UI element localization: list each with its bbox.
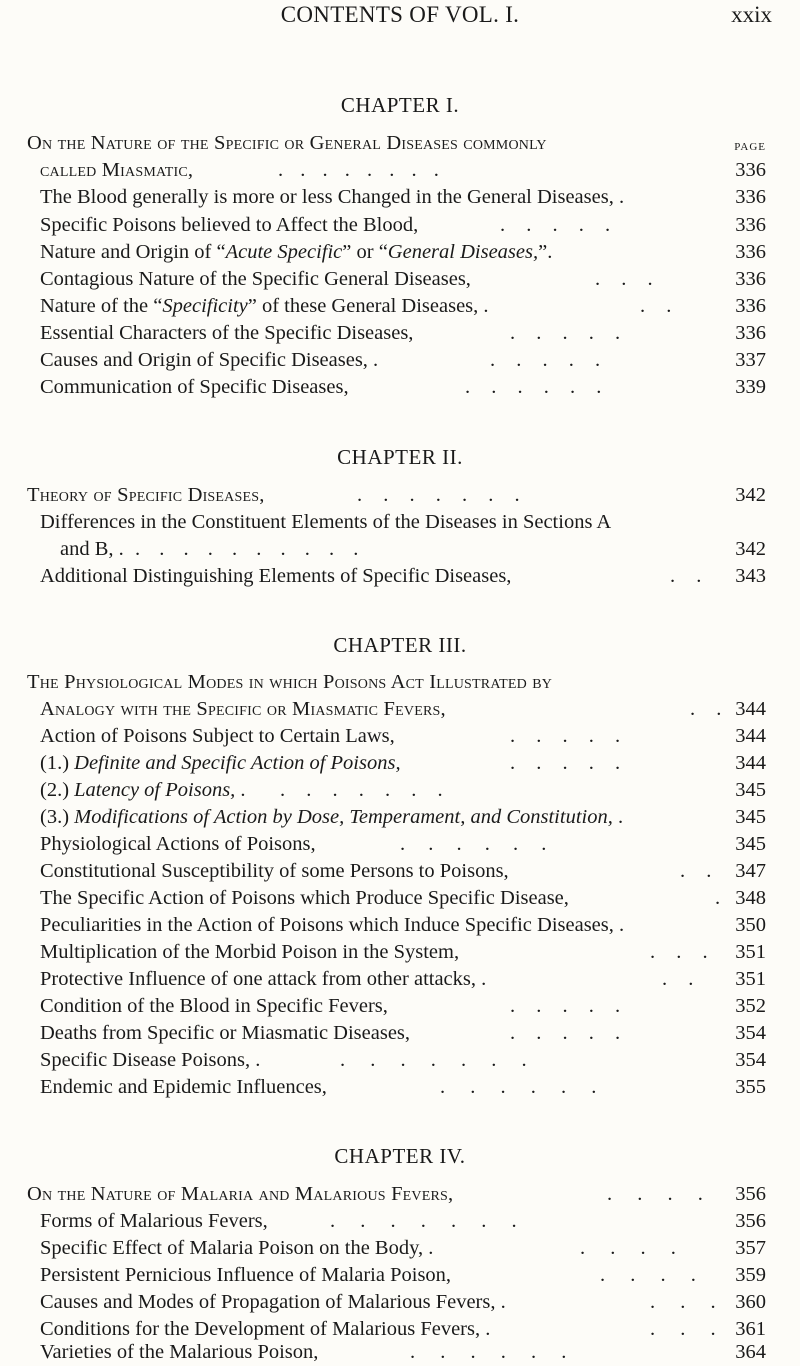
toc-entry: Protective Influence of one attack from other attacks, . . . 351 — [40, 965, 766, 993]
dot-leader: . . . . . . . — [340, 1049, 537, 1071]
chapter-heading: CHAPTER I. — [340, 93, 460, 117]
dot-leader: . . . . . . . — [357, 484, 528, 506]
page-number: 345 — [735, 806, 766, 828]
toc-entry: Contagious Nature of the Specific General Diseases, . . . 336 — [40, 265, 766, 293]
toc-entry: Causes and Origin of Specific Diseases, . . . . . . 337 — [40, 346, 766, 374]
toc-entry: Additional Distinguishing Elements of Specific Diseases, . . 343 — [40, 562, 766, 590]
toc-entry: Deaths from Specific or Miasmatic Diseases, . . . . . 354 — [40, 1019, 766, 1047]
page-number: 360 — [735, 1291, 766, 1313]
chapter-heading: CHAPTER II. — [337, 445, 463, 469]
dot-leader: . . . . . . — [400, 833, 556, 855]
page-number: 364 — [735, 1341, 766, 1363]
page-number: 336 — [735, 214, 766, 236]
dot-leader: . . . . . — [510, 995, 629, 1017]
dot-leader: . . . . . . — [410, 1341, 577, 1363]
toc-entry: Endemic and Epidemic Influences, . . . . . . 355 — [40, 1073, 766, 1101]
page-number: 344 — [735, 725, 766, 747]
page-number: 348 — [735, 887, 766, 909]
dot-leader: . . . . . — [510, 752, 629, 774]
page-number: 342 — [735, 538, 766, 560]
chapter-title-line: The Physiological Modes in which Poisons Act Illustrated by — [27, 671, 553, 693]
page-number: 336 — [735, 159, 766, 181]
toc-entry: Essential Characters of the Specific Diseases, . . . . . 336 — [40, 319, 766, 347]
dot-leader: . . . . — [607, 1183, 713, 1205]
dot-leader: . . . . . — [490, 349, 609, 371]
toc-entry: Peculiarities in the Action of Poisons which Induce Specific Diseases, . 350 — [40, 911, 766, 939]
toc-entry: The Specific Action of Poisons which Produce Specific Disease, . 348 — [40, 884, 766, 912]
page-number: 344 — [735, 698, 766, 720]
toc-entry: Nature and Origin of “Acute Specific” or “General Diseases,”. 336 — [40, 238, 766, 266]
page-number: 355 — [735, 1076, 766, 1098]
page-number: 345 — [735, 833, 766, 855]
toc-entry: Specific Disease Poisons, . . . . . . . . 354 — [40, 1046, 766, 1074]
page-number: 350 — [735, 914, 766, 936]
toc-entry: Persistent Pernicious Influence of Malaria Poison, . . . . 359 — [40, 1261, 766, 1289]
dot-leader: . . . — [650, 1291, 726, 1313]
page-number: 343 — [735, 565, 766, 587]
page-number: 352 — [735, 995, 766, 1017]
toc-entry: Conditions for the Development of Malarious Fevers, . . . . 361 — [40, 1315, 766, 1343]
running-head — [0, 2, 800, 32]
toc-entry: Specific Poisons believed to Affect the Blood, . . . . . 336 — [40, 211, 766, 239]
toc-entry: Constitutional Susceptibility of some Persons to Poisons, . . 347 — [40, 857, 766, 885]
toc-entry: Action of Poisons Subject to Certain Laws, . . . . . 344 — [40, 722, 766, 750]
chapter-title-line: On the Nature of the Specific or General Diseases commonly — [27, 132, 547, 154]
running-head-title: CONTENTS OF VOL. I. — [280, 2, 520, 27]
page-number: 354 — [735, 1022, 766, 1044]
toc-entry: Communication of Specific Diseases, . . . . . . 339 — [40, 373, 766, 401]
dot-leader: . . . . . . — [440, 1076, 607, 1098]
toc-entry: and B, . . . . . . . . . . . 342 — [60, 535, 766, 563]
page-number: 344 — [735, 752, 766, 774]
page-number: 357 — [735, 1237, 766, 1259]
toc-entry: Physiological Actions of Poisons, . . . . . . 345 — [40, 830, 766, 858]
page-number: 359 — [735, 1264, 766, 1286]
page-number: 361 — [735, 1318, 766, 1340]
page-number: 351 — [735, 968, 766, 990]
dot-leader: . . . . . . . . — [278, 159, 445, 181]
page-number: 354 — [735, 1049, 766, 1071]
page-number: 336 — [735, 322, 766, 344]
toc-entry: (1.) Definite and Specific Action of Poisons, . . . . . 344 — [40, 749, 766, 777]
dot-leader: . . . . . — [510, 1022, 629, 1044]
dot-leader: . . . . . . — [465, 376, 610, 398]
chapter-title-line: Analogy with the Specific or Miasmatic Fevers, . . 344 — [40, 695, 766, 723]
dot-leader: . . — [670, 565, 710, 587]
page-number: 351 — [735, 941, 766, 963]
toc-entry: Condition of the Blood in Specific Fevers, . . . . . 352 — [40, 992, 766, 1020]
toc-entry: Multiplication of the Morbid Poison in the System, . . . 351 — [40, 938, 766, 966]
page-number: 356 — [735, 1183, 766, 1205]
page-number: 337 — [735, 349, 766, 371]
page-number: 336 — [735, 241, 766, 263]
page-number: 347 — [735, 860, 766, 882]
toc-entry: (2.) Latency of Poisons, . . . . . . . . 345 — [40, 776, 766, 804]
dot-leader: . . . . — [580, 1237, 686, 1259]
toc-entry: Causes and Modes of Propagation of Malarious Fevers, . . . . 360 — [40, 1288, 766, 1316]
running-head-page-number: xxix — [731, 2, 772, 27]
chapter-title-line: Theory of Specific Diseases, . . . . . . . 342 — [27, 481, 766, 509]
toc-entry: Differences in the Constituent Elements of the Diseases in Sections A — [40, 511, 612, 533]
dot-leader: . . — [640, 295, 680, 317]
page-column-label: PAGE — [734, 141, 766, 153]
toc-entry: (3.) Modifications of Action by Dose, Temperament, and Constitution, . 345 — [40, 803, 766, 831]
toc-entry: The Blood generally is more or less Changed in the General Diseases, . 336 — [40, 183, 766, 211]
page-number: 345 — [735, 779, 766, 801]
dot-leader: . . . — [595, 268, 661, 290]
chapter-title-line: On the Nature of Malaria and Malarious Fevers, . . . . 356 — [27, 1180, 766, 1208]
toc-entry: Specific Effect of Malaria Poison on the Body, . . . . . 357 — [40, 1234, 766, 1262]
dot-leader: . . . . . — [500, 214, 619, 236]
dot-leader: . . — [662, 968, 702, 990]
dot-leader: . . . — [650, 1318, 726, 1340]
page-number: 336 — [735, 268, 766, 290]
page-number: 336 — [735, 295, 766, 317]
toc-entry: Forms of Malarious Fevers, . . . . . . . 356 — [40, 1207, 766, 1235]
chapter-title-line: called Miasmatic, . . . . . . . . 336 — [40, 156, 766, 184]
toc-entry: Nature of the “Specificity” of these General Diseases, . . . 336 — [40, 292, 766, 320]
dot-leader: . . . — [650, 941, 716, 963]
dot-leader: . — [715, 887, 729, 909]
page-number: 342 — [735, 484, 766, 506]
dot-leader: . . . . . — [510, 725, 629, 747]
page-number: 339 — [735, 376, 766, 398]
dot-leader: . . . . — [600, 1264, 706, 1286]
dot-leader: . . — [680, 860, 720, 882]
dot-leader: . . . . . . . — [330, 1210, 527, 1232]
dot-leader: . . . . . . . — [280, 779, 451, 801]
chapter-heading: CHAPTER IV. — [334, 1144, 466, 1168]
page-number: 356 — [735, 1210, 766, 1232]
toc-entry: Varieties of the Malarious Poison, . . . . . . 364 — [40, 1338, 766, 1366]
page-number: 336 — [735, 186, 766, 208]
dot-leader: . . . . . — [510, 322, 629, 344]
chapter-heading: CHAPTER III. — [333, 633, 467, 657]
dot-leader: . . . . . . . . . . — [135, 538, 366, 560]
dot-leader: . . — [690, 698, 730, 720]
